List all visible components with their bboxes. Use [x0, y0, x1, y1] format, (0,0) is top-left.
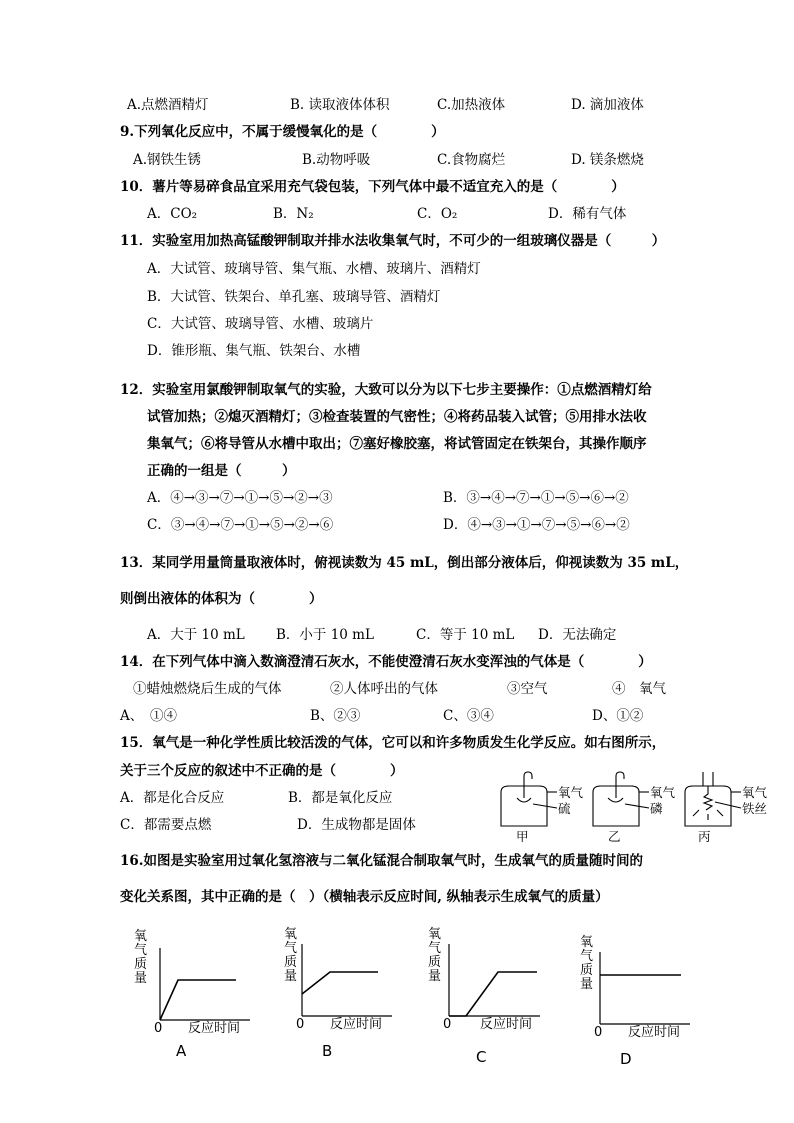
- q10-stem: 10．薯片等易碎食品宜采用充气袋包装，下列气体中最不适宜充入的是（ ）: [120, 179, 625, 195]
- graph-b-origin: 0: [296, 1017, 305, 1032]
- q15-line2: 关于三个反应的叙述中不正确的是（ ）: [120, 763, 404, 779]
- graph-a-ylabel-2: 气: [134, 943, 148, 958]
- graph-a-axes: [160, 948, 250, 1020]
- graph-c-xlabel: 反应时间: [480, 1017, 533, 1032]
- q11-stem: 11．实验室用加热高锰酸钾制取并排水法收集氧气时，不可少的一组玻璃仪器是（ ）: [120, 233, 666, 249]
- q12-option-a: A．④→③→⑦→①→⑤→②→③: [147, 490, 333, 506]
- graph-b-ylabel-3: 质: [284, 955, 298, 970]
- q12-line3: 集氧气；⑥将导管从水槽中取出；⑦塞好橡胶塞，将试管固定在铁架台，其操作顺序: [147, 436, 647, 452]
- q14-stem: 14．在下列气体中滴入数滴澄清石灰水，不能使澄清石灰水变浑浊的气体是（ ）: [120, 654, 652, 670]
- q14-option-b: B、②③: [310, 708, 361, 724]
- jar-2: [593, 772, 649, 826]
- q12-option-d: D．④→③→①→⑦→⑤→⑥→②: [443, 517, 630, 533]
- jar1-name: 甲: [516, 829, 529, 844]
- q9-stem: 9.下列氧化反应中，不属于缓慢氧化的是（ ）: [120, 124, 445, 140]
- q15-option-d: D．生成物都是固体: [297, 817, 416, 833]
- q8-option-a: A.点燃酒精灯: [127, 97, 209, 113]
- graph-c-label: C: [476, 1048, 487, 1066]
- graph-b-ylabel-4: 量: [284, 969, 298, 984]
- graph-c-origin: 0: [443, 1017, 452, 1032]
- graph-a-ylabel-4: 量: [134, 971, 148, 986]
- graph-a-label: A: [176, 1042, 187, 1060]
- q13-option-d: D．无法确定: [538, 627, 617, 643]
- q13-option-c: C．等于 10 mL: [416, 627, 515, 643]
- q12-option-c: C．③→④→⑦→①→⑤→②→⑥: [147, 517, 334, 533]
- graph-a-origin: 0: [154, 1021, 163, 1036]
- q14-item-2: ②人体呼出的气体: [330, 681, 438, 697]
- graph-b-ylabel-2: 气: [284, 941, 298, 956]
- q15-option-a: A．都是化合反应: [120, 790, 225, 806]
- q14-item-3: ③空气: [507, 681, 548, 697]
- graph-b-xlabel: 反应时间: [330, 1017, 383, 1032]
- q11-option-d: D．锥形瓶、集气瓶、铁架台、水槽: [147, 343, 361, 359]
- jar1-substance-label: 硫: [558, 801, 571, 816]
- graph-c-ylabel-4: 量: [428, 969, 442, 984]
- q14-option-c: C、③④: [443, 708, 494, 724]
- graph-a-ylabel-3: 质: [134, 957, 148, 972]
- q12-line2: 试管加热；②熄灭酒精灯；③检查装置的气密性；④将药品装入试管；⑤用排水法收: [147, 409, 647, 425]
- q9-option-d: D. 镁条燃烧: [571, 152, 644, 168]
- q15-line1: 15．氧气是一种化学性质比较活泼的气体，它可以和许多物质发生化学反应。如右图所示，: [120, 735, 666, 751]
- jar2-gas-label: 氧气: [650, 785, 676, 800]
- q16-line1: 16.如图是实验室用过氧化氢溶液与二氧化锰混合制取氧气时，生成氧气的质量随时间的: [120, 853, 643, 869]
- q15-option-c: C．都需要点燃: [120, 817, 212, 833]
- graph-c-axes: [449, 944, 540, 1016]
- jar-3: [685, 772, 741, 826]
- q14-item-4: ④ 氧气: [612, 681, 666, 697]
- q12-line1: 12．实验室用氯酸钾制取氧气的实验，大致可以分为以下七步主要操作：①点燃酒精灯给: [120, 382, 652, 398]
- jar2-substance-label: 磷: [650, 801, 663, 816]
- q10-option-a: A．CO₂: [147, 206, 198, 222]
- q13-option-b: B．小于 10 mL: [276, 627, 374, 643]
- q8-option-d: D. 滴加液体: [571, 97, 644, 113]
- graph-d-axes: [600, 952, 690, 1024]
- q14-option-d: D、①②: [592, 708, 644, 724]
- graph-b-curve: [302, 972, 378, 994]
- graph-d-ylabel-2: 气: [580, 949, 594, 964]
- q16-graphs: [0, 920, 794, 1070]
- q14-option-a: A、 ①④: [120, 708, 177, 724]
- q10-option-d: D．稀有气体: [548, 206, 627, 222]
- graph-a-xlabel: 反应时间: [188, 1021, 241, 1036]
- q16-line2: 变化关系图，其中正确的是（ ）（横轴表示反应时间, 纵轴表示生成氧气的质量）: [120, 889, 609, 905]
- graph-a-curve: [160, 980, 236, 1020]
- graph-d-origin: 0: [594, 1025, 603, 1040]
- graph-c-ylabel-2: 气: [428, 941, 442, 956]
- jar2-name: 乙: [608, 829, 621, 844]
- q12-line4: 正确的一组是（ ）: [147, 463, 296, 479]
- graph-c-ylabel-1: 氧: [428, 927, 442, 942]
- q9-option-c: C.食物腐烂: [437, 152, 506, 168]
- q11-option-b: B．大试管、铁架台、单孔塞、玻璃导管、酒精灯: [147, 289, 441, 305]
- q15-figure: [495, 770, 775, 848]
- graph-c-curve: [449, 972, 537, 1016]
- jar3-name: 丙: [698, 829, 711, 844]
- q15-option-b: B．都是氧化反应: [288, 790, 393, 806]
- q14-item-1: ①蜡烛燃烧后生成的气体: [133, 681, 282, 697]
- q10-option-b: B．N₂: [273, 206, 314, 222]
- q13-line2: 则倒出液体的体积为（ ）: [120, 591, 323, 607]
- graph-b-axes: [302, 944, 392, 1016]
- q8-option-b: B. 读取液体体积: [290, 97, 390, 113]
- graph-d-xlabel: 反应时间: [628, 1025, 681, 1040]
- jar1-gas-label: 氧气: [558, 785, 584, 800]
- q13-line1: 13．某同学用量筒量取液体时，俯视读数为 45 mL，倒出部分液体后，仰视读数为 35 mL，: [120, 555, 689, 571]
- q9-option-a: A.钢铁生锈: [133, 152, 202, 168]
- jar-1: [501, 772, 557, 826]
- q11-option-c: C．大试管、玻璃导管、水槽、玻璃片: [147, 316, 374, 332]
- graph-d-ylabel-1: 氧: [580, 935, 594, 950]
- jar3-gas-label: 氧气: [742, 785, 768, 800]
- q11-option-a: A．大试管、玻璃导管、集气瓶、水槽、玻璃片、酒精灯: [147, 261, 481, 277]
- graph-c-ylabel-3: 质: [428, 955, 442, 970]
- graph-d-label: D: [620, 1050, 632, 1068]
- q10-option-c: C．O₂: [417, 206, 458, 222]
- graph-b-label: B: [322, 1042, 333, 1060]
- graph-d-ylabel-3: 质: [580, 963, 594, 978]
- graph-a-ylabel-1: 氧: [134, 929, 148, 944]
- jar3-substance-label: 铁丝: [742, 801, 768, 816]
- q9-option-b: B.动物呼吸: [302, 152, 371, 168]
- graph-d-ylabel-4: 量: [580, 977, 594, 992]
- q13-option-a: A．大于 10 mL: [147, 627, 245, 643]
- q8-option-c: C.加热液体: [437, 97, 506, 113]
- q12-option-b: B．③→④→⑦→①→⑤→⑥→②: [443, 490, 629, 506]
- graph-b-ylabel-1: 氧: [284, 927, 298, 942]
